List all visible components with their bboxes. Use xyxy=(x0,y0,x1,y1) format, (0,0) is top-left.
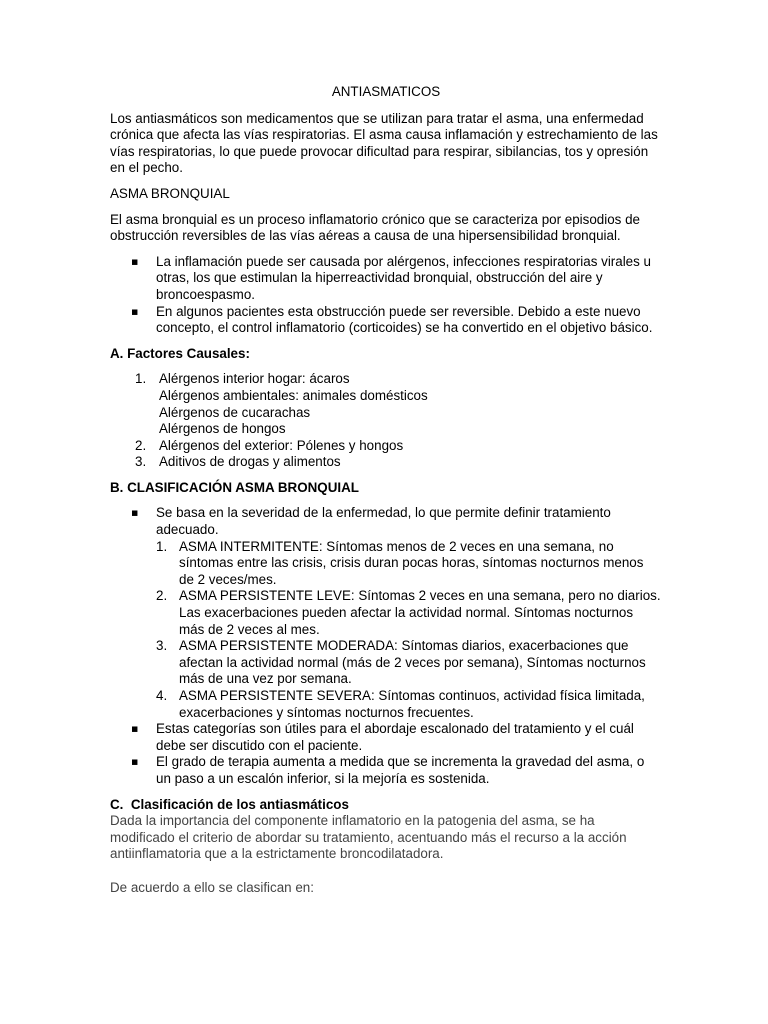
item-text: ASMA INTERMITENTE: Síntomas menos de 2 veces en una semana, no síntomas entre las crisis, crisis duran pocas horas, síntomas nocturnos menos de 2 veces/mes. xyxy=(179,538,644,587)
item-text: ASMA PERSISTENTE MODERADA: Síntomas diarios, exacerbaciones que afectan la actividad normal (más de 2 veces por semana), Síntomas nocturnos más de una vez por semana. xyxy=(179,638,646,687)
item-number: 3. xyxy=(156,638,168,654)
item-number: 3. xyxy=(135,454,147,470)
document-title: ANTIASMATICOS xyxy=(331,84,441,99)
item-number: 4. xyxy=(156,688,168,703)
item-line: Alérgenos de hongos xyxy=(159,421,286,437)
item-number: 2. xyxy=(135,437,147,453)
asma-heading: ASMA BRONQUIAL xyxy=(110,185,230,201)
document-page xyxy=(110,84,662,906)
asma-bullet-list xyxy=(110,254,662,337)
section-c-text: Dada la importancia del componente inflamatorio en la patogenia del asma, se ha modificado el criterio de abordar su tratamiento, acentuando más el recurso a la acción antiinflamatoria que a la estrictamente broncodilatadora. xyxy=(110,813,627,862)
item-number: 1. xyxy=(156,538,168,554)
list-item: ▪ La inflamación puede ser causada por alérgenos, infecciones respiratorias virales u otras, los que estimulan la hiperreactividad bronquial, obstrucción del aire y broncoespasmo. xyxy=(110,254,662,304)
intro-paragraph: Los antiasmáticos son medicamentos que se utilizan para tratar el asma, una enfermedad crónica que afecta las vías respiratorias. El asma causa inflamación y estrechamiento de las vías respiratorias, lo que puede provocar dificultad para respirar, sibilancias, tos y opresión en el pecho. xyxy=(110,110,658,176)
item-line: Aditivos de drogas y alimentos xyxy=(159,454,341,470)
severity-item xyxy=(156,638,662,688)
section-c-title: Clasificación de los antiasmáticos xyxy=(130,796,349,812)
bullet-text: ▪ Se basa en la severidad de la enfermedad, lo que permite definir tratamiento adecuado. xyxy=(156,505,611,538)
asma-definition: El asma bronquial es un proceso inflamatorio crónico que se caracteriza por episodios de obstrucción reversibles de las vías aéreas a causa de una hipersensibilidad bronquial. xyxy=(110,211,640,244)
list-item xyxy=(110,505,662,721)
section-b-heading: B. CLASIFICACIÓN ASMA BRONQUIAL xyxy=(110,479,359,495)
severity-item xyxy=(156,688,662,721)
item-number: 2. xyxy=(156,588,168,604)
factores-list xyxy=(110,371,662,471)
list-item xyxy=(110,438,662,455)
clasificacion-bullet-list xyxy=(110,505,662,787)
item-line: Alérgenos interior hogar: ácaros xyxy=(159,371,350,387)
section-c-closing: De acuerdo a ello se clasifican en: xyxy=(110,879,314,895)
list-item xyxy=(110,454,662,471)
item-line: Alérgenos del exterior: Pólenes y hongos xyxy=(159,437,404,453)
item-text: ASMA PERSISTENTE LEVE: Síntomas 2 veces en una semana, pero no diarios. Las exacerbaciones pueden afectar la actividad normal. Síntomas nocturnos más de 2 veces al mes. xyxy=(179,588,661,637)
list-item: ▪ En algunos pacientes esta obstrucción puede ser reversible. Debido a este nuevo concepto, el control inflamatorio (corticoides) se ha convertido en el objetivo básico. xyxy=(110,304,662,337)
list-item: ▪ Estas categorías son útiles para el abordaje escalonado del tratamiento y el cuál debe ser discutido con el paciente. xyxy=(110,721,662,754)
item-line: Alérgenos de cucarachas xyxy=(159,404,311,420)
section-a-heading: A. Factores Causales: xyxy=(110,345,250,361)
section-c-heading xyxy=(110,797,662,814)
severity-list xyxy=(156,539,662,722)
list-item: ▪ El grado de terapia aumenta a medida que se incrementa la gravedad del asma, o un paso a un escalón inferior, si la mejoría es sostenida. xyxy=(110,754,662,787)
item-line: Alérgenos ambientales: animales domésticos xyxy=(159,387,428,403)
severity-item xyxy=(156,539,662,589)
list-item xyxy=(110,371,662,437)
section-c-label: C. xyxy=(110,796,124,812)
item-number: 1. xyxy=(135,371,147,387)
severity-item xyxy=(156,588,662,638)
item-text: ASMA PERSISTENTE SEVERA: Síntomas continuos, actividad física limitada, exacerbaciones y síntomas nocturnos frecuentes. xyxy=(179,688,645,720)
